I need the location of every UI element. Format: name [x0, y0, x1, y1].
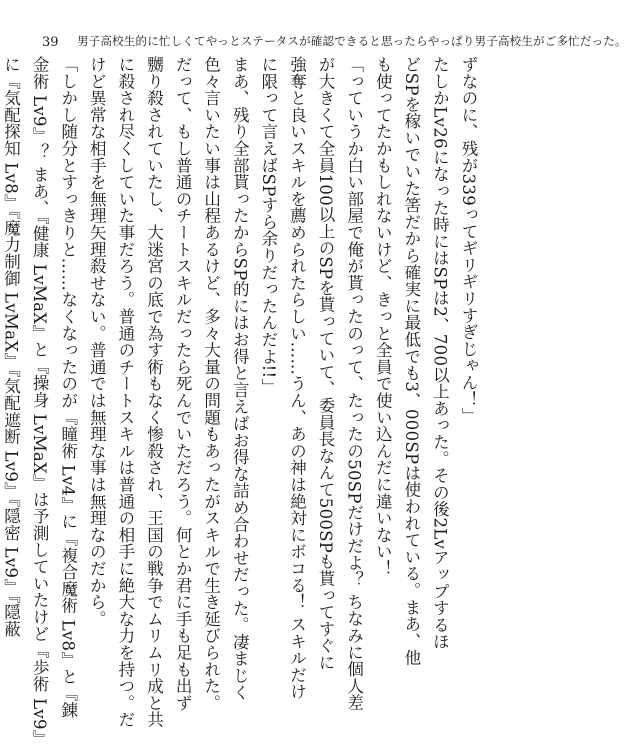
text-line-4: も使ってたかもしれないけど、きっと全員で使い込んだに違いない！: [373, 56, 393, 577]
text-line-10: 色々言いたい事は山程あるけど、多々大量の問題もあったがスキルで生き延びられた。: [201, 56, 221, 712]
text-line-9: まあ、残り全部貰ったからSP的にはお得と言えばお得な詰め合わせだった。凄まじく: [230, 56, 250, 701]
text-line-1: ずなのに、残が339ってギリギリすぎじゃん！」: [459, 56, 478, 425]
text-line-8: に限って言えばSPすら余りだったんだよ!!」: [258, 56, 278, 396]
text-line-14: けど異常な相手を無理矢理殺せない。普通では無理な事は無理なのだから。: [87, 56, 107, 628]
text-line-7: 強奪と良いスキルを薦められたらしい……うん、あの神は絶対にボコる！ スキルだけ: [287, 56, 307, 700]
text-line-13: に殺され尽くしていた事だろう。普通のチートスキルは普通の相手に絶大な力を持つ。だ: [115, 56, 135, 728]
text-line-17: に『気配探知 Lv8』『魔力制御 LvMaX』『気配遮断 Lv9』『隠密 Lv9』『隠蔽: [1, 56, 21, 638]
body-text: [1, 56, 482, 747]
text-line-2: たしかLv26になった時にはSPは2、700以上あった。その後2Lvアップするほ: [430, 56, 450, 650]
text-line-16: 金術 Lv9』？ まあ、『健康 LvMaX』と『操身 LvMaX』は予測していたけど『歩術 Lv9』: [30, 56, 50, 747]
text-line-12: 嬲り殺されていたし、大迷宮の底で為す術もなく惨殺され、王国の戦争でムリムリ成と共: [144, 56, 164, 728]
running-header: 男子高校生的に忙しくてやっとステータスが確認できると思ったらやっぱり男子高校生がご多忙だった。: [77, 34, 627, 48]
text-line-5: 「っていうか白い部屋で俺が貰ったのって、たったの50SPだけだよ？ ちなみに個人差: [344, 56, 364, 711]
page-number: 39: [42, 35, 59, 50]
text-line-15: 「しかし随分とすっきりと……なくなったのが『瞳術 Lv4』に『複合魔術 Lv8』と『錬: [58, 56, 78, 719]
text-line-6: が大きくて全員100以上のSPを貰っていて、委員長なんて500SPも貰ってすぐに: [316, 56, 336, 671]
text-line-11: だって、もし普通のチートスキルだったら死んでいただろう。何とか君に手も足も出ず: [173, 56, 193, 712]
text-line-3: どSPを稼いでいた筈だから確実に最低でも3、000SPは使われている。まあ、他: [401, 56, 421, 667]
